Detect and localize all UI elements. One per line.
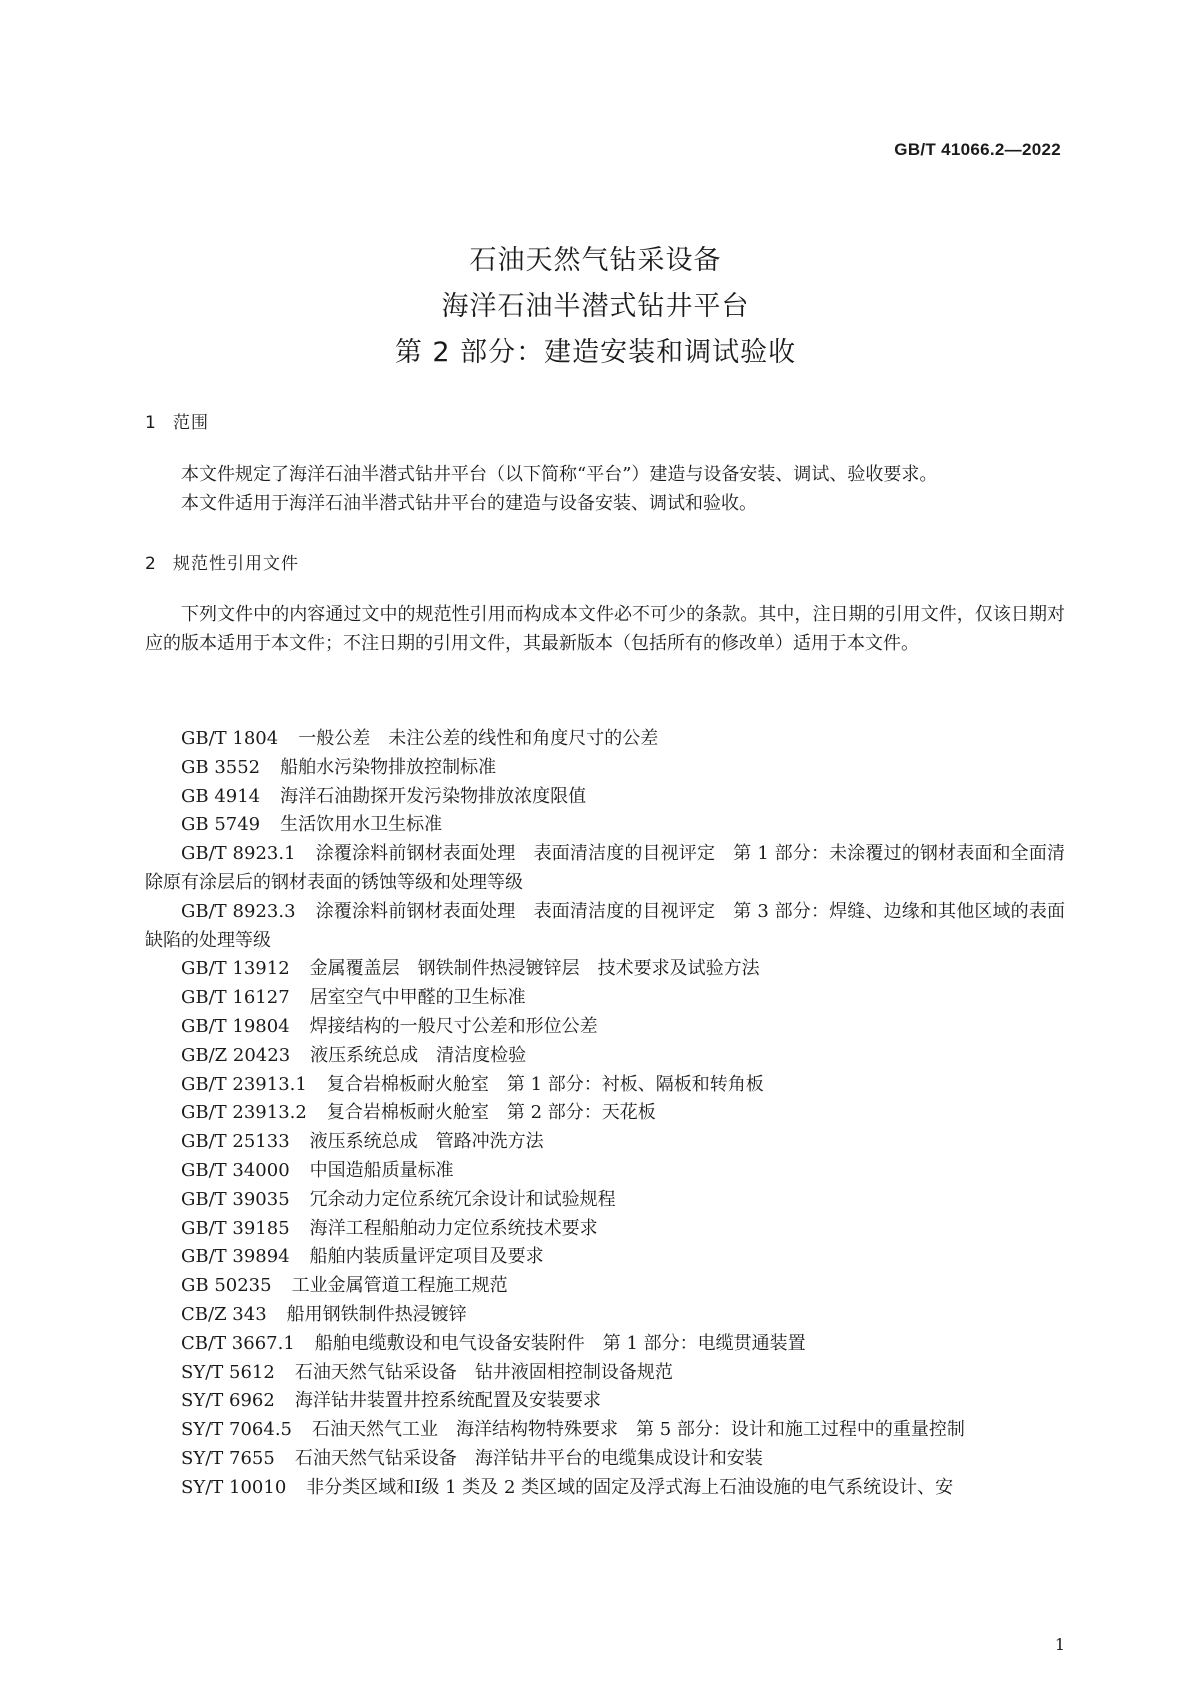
reference-item <box>145 783 1065 812</box>
title-line-2: 海洋石油半潜式钻井平台 <box>441 291 750 322</box>
reference-item <box>145 898 1065 956</box>
reference-title: 液压系统总成 清洁度检验 <box>310 1044 527 1066</box>
reference-item <box>145 811 1065 840</box>
reference-item <box>145 1071 1065 1100</box>
reference-title: 船舶电缆敷设和电气设备安装附件 第 1 部分：电缆贯通装置 <box>314 1332 806 1354</box>
reference-title: 海洋工程船舶动力定位系统技术要求 <box>309 1217 598 1239</box>
reference-title: 涂覆涂料前钢材表面处理 表面清洁度的目视评定 第 1 部分：未涂覆过的钢材表面和全面清除原有涂层后的钢材表面的锈蚀等级和处理等级 <box>145 843 1065 893</box>
reference-item <box>145 1474 1065 1503</box>
reference-title: 工业金属管道工程施工规范 <box>291 1275 508 1297</box>
scope-paragraph-2: 本文件适用于海洋石油半潜式钻井平台的建造与设备安装、调试和验收。 <box>181 493 757 514</box>
reference-title: 海洋石油勘探开发污染物排放浓度限值 <box>280 785 587 807</box>
reference-item <box>145 1301 1065 1330</box>
reference-title: 船舶内装质量评定项目及要求 <box>309 1246 544 1268</box>
reference-title: 海洋钻井装置井控系统配置及安装要求 <box>294 1390 601 1412</box>
reference-item <box>145 1272 1065 1301</box>
reference-title: 石油天然气钻采设备 海洋钻井平台的电缆集成设计和安装 <box>294 1447 763 1469</box>
reference-code: GB/Z 20423 <box>181 1044 291 1066</box>
reference-title: 石油天然气钻采设备 钻井液固相控制设备规范 <box>294 1361 673 1383</box>
reference-item <box>145 1186 1065 1215</box>
reference-code: GB/T 23913.1 <box>181 1073 307 1095</box>
reference-code: GB/T 1804 <box>181 728 279 749</box>
reference-code: CB/Z 343 <box>181 1303 267 1325</box>
reference-title: 液压系统总成 管路冲洗方法 <box>309 1131 544 1153</box>
reference-code: GB/T 39035 <box>181 1188 290 1210</box>
reference-code: CB/T 3667.1 <box>181 1332 295 1354</box>
scope-paragraph-1: 本文件规定了海洋石油半潜式钻井平台（以下简称“平台”）建造与设备安装、调试、验收要求。 <box>181 464 938 485</box>
reference-title: 金属覆盖层 钢铁制件热浸镀锌层 技术要求及试验方法 <box>309 958 760 980</box>
reference-code: GB/T 8923.3 <box>181 900 296 922</box>
reference-title: 复合岩棉板耐火舱室 第 2 部分：天花板 <box>326 1102 656 1124</box>
reference-code: SY/T 6962 <box>181 1390 275 1412</box>
reference-item <box>145 1243 1065 1272</box>
reference-title: 非分类区域和Ⅰ级 1 类及 2 类区域的固定及浮式海上石油设施的电气系统设计、安 <box>306 1476 954 1498</box>
reference-code: SY/T 7064.5 <box>181 1419 292 1441</box>
reference-item <box>145 1042 1065 1071</box>
reference-title: 船舶水污染物排放控制标准 <box>280 756 497 778</box>
reference-code: SY/T 10010 <box>181 1476 287 1498</box>
reference-code: GB/T 13912 <box>181 958 290 980</box>
references-intro-paragraph: 下列文件中的内容通过文中的规范性引用而构成本文件必不可少的条款。其中，注日期的引用文件，仅该日期对应的版本适用于本文件；不注日期的引用文件，其最新版本（包括所有的修改单）适用于本文件。 <box>145 604 1065 654</box>
reference-title: 复合岩棉板耐火舱室 第 1 部分：衬板、隔板和转角板 <box>326 1073 764 1095</box>
section-2-heading <box>145 549 299 574</box>
reference-code: GB 4914 <box>181 785 261 807</box>
reference-title: 一般公差 未注公差的线性和角度尺寸的公差 <box>298 728 659 749</box>
reference-item <box>145 1445 1065 1474</box>
section-1-title: 范围 <box>173 413 209 433</box>
reference-code: GB/T 16127 <box>181 987 290 1009</box>
reference-code: SY/T 5612 <box>181 1361 275 1383</box>
reference-list <box>145 725 1065 1503</box>
standard-code: GB/T 41066.2—2022 <box>894 140 1061 159</box>
reference-title: 中国造船质量标准 <box>309 1159 454 1181</box>
reference-item <box>145 1416 1065 1445</box>
reference-code: GB/T 34000 <box>181 1159 290 1181</box>
reference-title: 船用钢铁制件热浸镀锌 <box>286 1303 467 1325</box>
reference-code: GB/T 25133 <box>181 1131 290 1153</box>
reference-code: GB 50235 <box>181 1275 272 1297</box>
reference-code: GB 3552 <box>181 756 261 778</box>
reference-code: GB/T 39185 <box>181 1217 290 1239</box>
reference-item <box>145 1157 1065 1186</box>
section-2-intro <box>145 600 1065 658</box>
section-1-heading <box>145 408 209 433</box>
reference-item <box>145 1013 1065 1042</box>
page-number: 1 <box>1054 1635 1065 1654</box>
reference-title: 居室空气中甲醛的卫生标准 <box>309 987 526 1009</box>
section-2-number: 2 <box>145 554 157 574</box>
title-line-1: 石油天然气钻采设备 <box>469 245 722 276</box>
reference-title: 焊接结构的一般尺寸公差和形位公差 <box>309 1015 598 1037</box>
title-line-3: 第 2 部分：建造安装和调试验收 <box>394 337 797 368</box>
reference-item <box>145 1330 1065 1359</box>
reference-item <box>145 840 1065 898</box>
section-1-body <box>145 460 1065 518</box>
reference-item <box>145 1359 1065 1388</box>
reference-code: GB 5749 <box>181 814 261 836</box>
section-2-title: 规范性引用文件 <box>173 554 299 574</box>
reference-item <box>145 984 1065 1013</box>
reference-code: GB/T 23913.2 <box>181 1102 307 1124</box>
reference-title: 冗余动力定位系统冗余设计和试验规程 <box>309 1188 616 1210</box>
reference-item <box>145 955 1065 984</box>
section-1-number: 1 <box>145 413 157 433</box>
reference-title: 涂覆涂料前钢材表面处理 表面清洁度的目视评定 第 3 部分：焊缝、边缘和其他区域的表面缺陷的处理等级 <box>145 900 1065 951</box>
reference-item <box>145 1128 1065 1157</box>
reference-item <box>145 725 1065 754</box>
reference-item <box>145 1215 1065 1244</box>
reference-title: 石油天然气工业 海洋结构物特殊要求 第 5 部分：设计和施工过程中的重量控制 <box>312 1419 965 1441</box>
document-title <box>0 238 1191 376</box>
reference-item <box>145 754 1065 783</box>
reference-code: SY/T 7655 <box>181 1447 275 1469</box>
reference-code: GB/T 8923.1 <box>181 843 296 865</box>
reference-code: GB/T 19804 <box>181 1015 290 1037</box>
reference-item <box>145 1387 1065 1416</box>
reference-code: GB/T 39894 <box>181 1246 290 1268</box>
reference-title: 生活饮用水卫生标准 <box>280 814 443 836</box>
reference-item <box>145 1099 1065 1128</box>
